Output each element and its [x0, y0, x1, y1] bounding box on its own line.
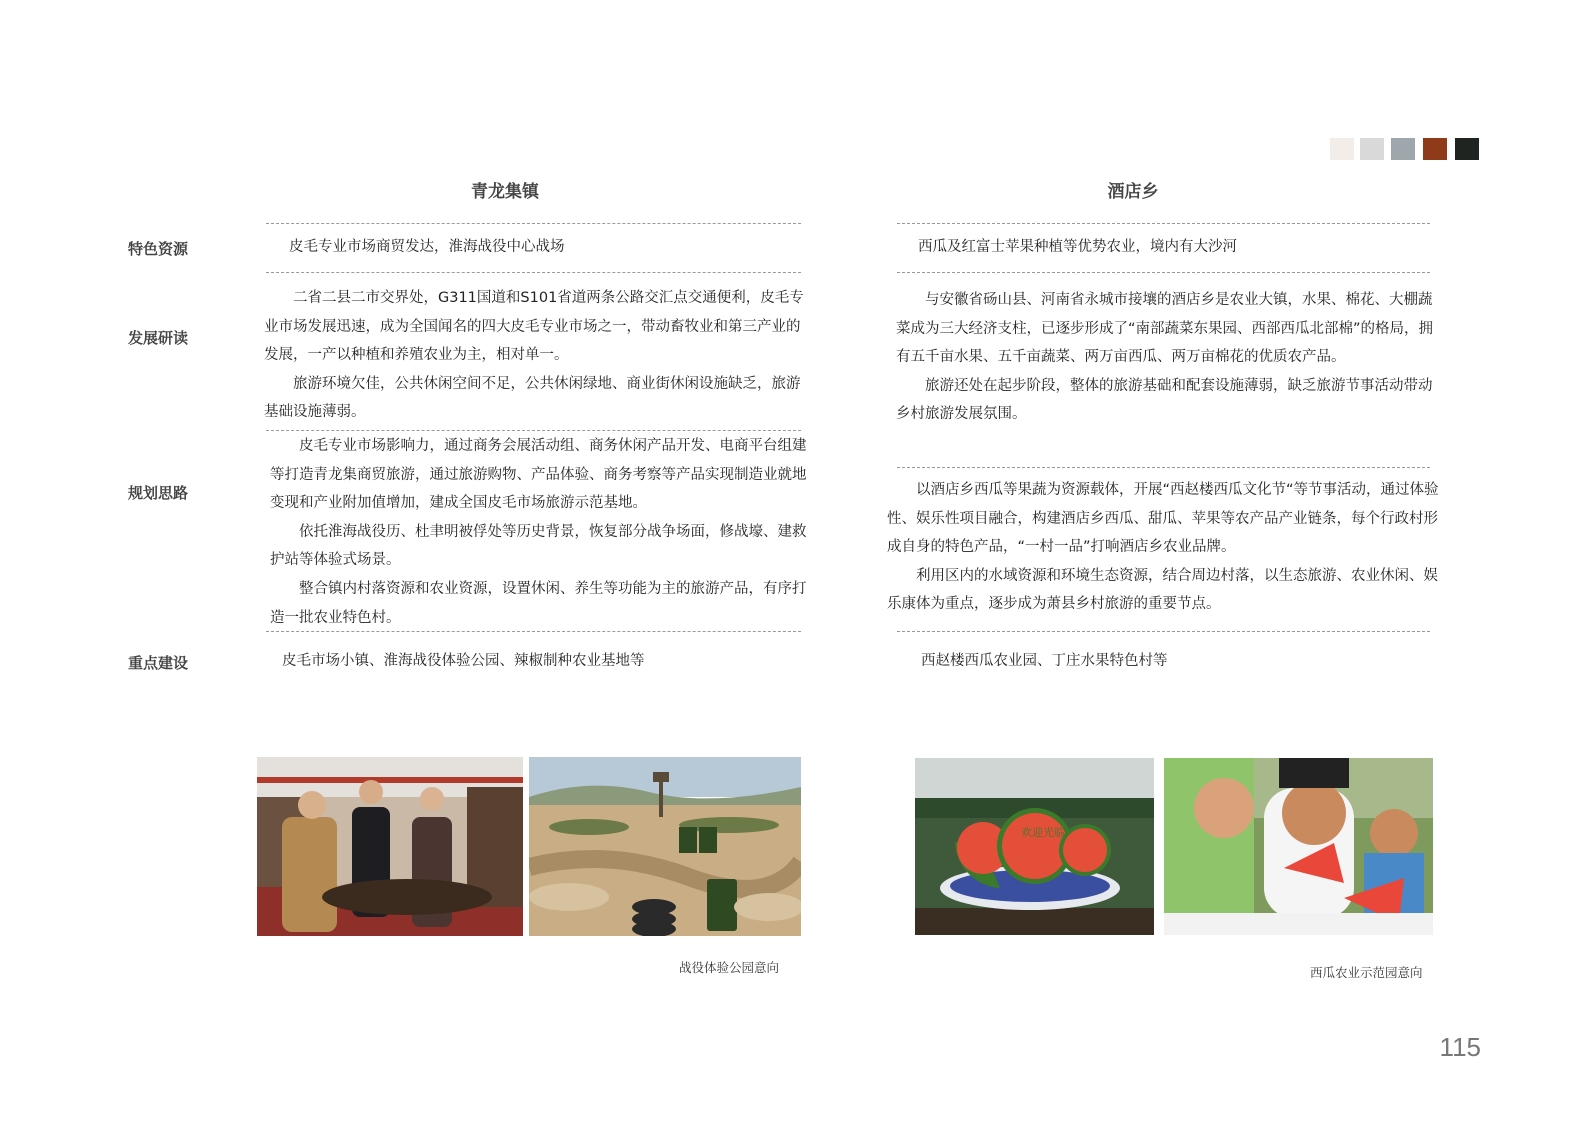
left-rule-3 — [266, 430, 801, 431]
left-development-paragraph: 旅游环境欠佳，公共休闲空间不足，公共休闲绿地、商业街休闲设施缺乏，旅游基础设施薄弱。 — [264, 375, 801, 421]
watermelon-eating-photo — [1164, 758, 1433, 935]
left-photo-caption: 战役体验公园意向 — [679, 960, 780, 975]
right-planning-paragraph: 以酒店乡西瓜等果蔬为资源载体，开展“西赵楼西瓜文化节“等节事活动，通过体验性、娱乐性项目融合，构建酒店乡西瓜、甜瓜、苹果等农产品产业链条，每个行政村形成自身的特色产品，“一村一品”打响酒店乡农业品牌。 — [887, 482, 1439, 556]
page-number: 115 — [1439, 1032, 1481, 1062]
left-rule-1 — [266, 223, 801, 224]
palette-swatch-3 — [1391, 138, 1415, 160]
left-column-title: 青龙集镇 — [471, 182, 539, 202]
right-planning-paragraph: 利用区内的水域资源和环境生态资源，结合周边村落，以生态旅游、农业休闲、娱乐康体为重点，逐步成为萧县乡村旅游的重要节点。 — [887, 567, 1438, 613]
row-label-planning: 规划思路 — [128, 484, 189, 502]
left-planning-paragraph: 整合镇内村落资源和农业资源，设置休闲、养生等功能为主的旅游产品，有序打造一批农业特色村。 — [270, 580, 807, 626]
left-resource-text: 皮毛专业市场商贸发达，淮海战役中心战场 — [289, 239, 565, 255]
palette-swatch-2 — [1360, 138, 1384, 160]
left-development-paragraph: 二省二县二市交界处，G311国道和S101省道两条公路交汇点交通便利，皮毛专业市场发展迅速，成为全国闻名的四大皮毛专业市场之一，带动畜牧业和第三产业的发展，一产以种植和养殖农业为主，相对单一。 — [264, 290, 804, 364]
left-planning-text — [270, 432, 815, 632]
left-rule-4 — [266, 631, 801, 632]
right-photo-caption: 西瓜农业示范园意向 — [1310, 965, 1423, 980]
left-planning-paragraph: 皮毛专业市场影响力，通过商务会展活动组、商务休闲产品开发、电商平台组建等打造青龙集商贸旅游，通过旅游购物、产品体验、商务考察等产品实现制造业就地变现和产业附加值增加，建成全国皮毛市场旅游示范基地。 — [270, 438, 807, 512]
right-development-text — [896, 286, 1436, 429]
left-rule-2 — [266, 272, 801, 273]
row-label-key-construction: 重点建设 — [128, 654, 189, 672]
row-label-resource: 特色资源 — [128, 240, 189, 258]
left-planning-paragraph: 依托淮海战役历、杜聿明被俘处等历史背景，恢复部分战争场面，修战壕、建救护站等体验式场景。 — [270, 523, 807, 569]
right-rule-3 — [897, 467, 1430, 468]
right-development-paragraph: 旅游还处在起步阶段，整体的旅游基础和配套设施薄弱，缺乏旅游节事活动带动乡村旅游发展氛围。 — [896, 377, 1433, 423]
left-key-construction-text: 皮毛市场小镇、淮海战役体验公园、辣椒制种农业基地等 — [282, 653, 645, 669]
right-key-construction-text: 西赵楼西瓜农业园、丁庄水果特色村等 — [921, 653, 1168, 669]
right-rule-1 — [897, 223, 1430, 224]
right-rule-2 — [897, 272, 1430, 273]
left-development-text — [264, 284, 809, 427]
battlefield-trench-photo — [529, 757, 801, 936]
right-planning-text — [887, 476, 1447, 619]
watermelon-sign-text: 欢迎光临 — [1021, 826, 1065, 839]
right-resource-text: 西瓜及红富士苹果种植等优势农业，境内有大沙河 — [918, 239, 1237, 255]
right-development-paragraph: 与安徽省砀山县、河南省永城市接壤的酒店乡是农业大镇，水果、棉花、大棚蔬菜成为三大经济支柱，已逐步形成了“南部蔬菜东果园、西部西瓜北部棉”的格局，拥有五千亩水果、五千亩蔬菜、两万亩西瓜、两万亩棉花的优质农产品。 — [896, 292, 1434, 366]
palette-swatch-1 — [1330, 138, 1354, 160]
row-label-development: 发展研读 — [128, 329, 189, 347]
palette-swatch-5 — [1455, 138, 1479, 160]
watermelon-sculpture-photo — [915, 758, 1154, 935]
palette-swatch-4 — [1423, 138, 1447, 160]
right-column-title: 酒店乡 — [1107, 182, 1159, 202]
fur-market-photo — [257, 757, 523, 936]
right-rule-4 — [897, 631, 1430, 632]
